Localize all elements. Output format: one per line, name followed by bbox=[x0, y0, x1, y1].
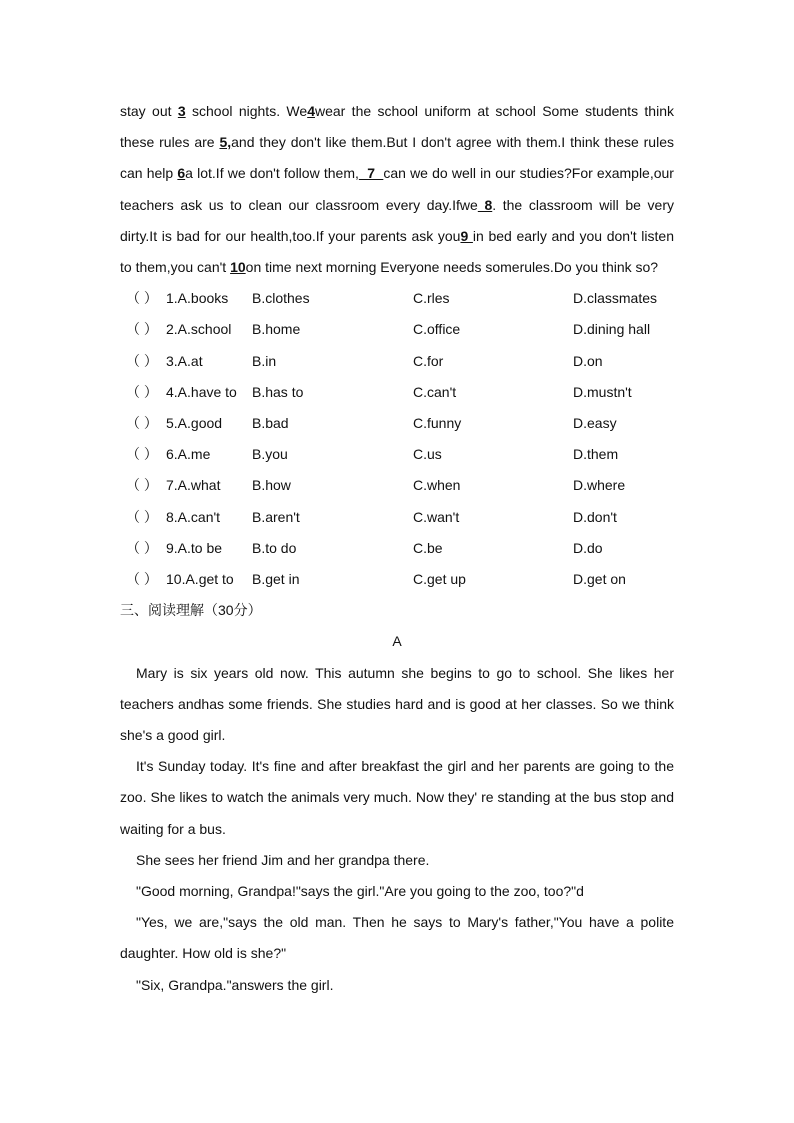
option-d: D.mustn't bbox=[573, 383, 632, 400]
reading-paragraph: Mary is six years old now. This autumn she begins to go to school. She likes her teachers andhas some friends. She studies hard and is good at her classes. So we think she's a good girl. bbox=[120, 664, 674, 743]
option-a: 4.A.have to bbox=[166, 383, 237, 400]
cloze-passage bbox=[120, 96, 674, 283]
option-b: B.home bbox=[252, 321, 301, 338]
question-row bbox=[120, 408, 674, 439]
option-d: D.them bbox=[573, 446, 619, 463]
option-a: 6.A.me bbox=[166, 446, 211, 463]
answer-paren: （ ） bbox=[126, 477, 158, 494]
blank-10: 10 bbox=[230, 259, 246, 276]
answer-paren: （ ） bbox=[126, 352, 158, 369]
blank-5: 5, bbox=[219, 134, 232, 151]
option-d: D.do bbox=[573, 539, 603, 556]
option-c: C.for bbox=[413, 352, 444, 369]
option-c: C.can't bbox=[413, 383, 457, 400]
option-a: 1.A.books bbox=[166, 290, 229, 307]
answer-paren: （ ） bbox=[126, 383, 158, 400]
blank-6: 6 bbox=[177, 165, 186, 182]
option-d: D.don't bbox=[573, 508, 617, 525]
option-a: 8.A.can't bbox=[166, 508, 221, 525]
question-row bbox=[120, 283, 674, 314]
section-title: 三、阅读理解（30分） bbox=[120, 602, 262, 619]
passage-text: in bed early and you don't listen to them,you can't bbox=[120, 227, 674, 276]
question-row bbox=[120, 470, 674, 501]
passage-text: on time next morning Everyone needs somerules.Do you think so? bbox=[245, 259, 659, 276]
option-d: D.classmates bbox=[573, 290, 658, 307]
blank-7: 7 bbox=[358, 165, 384, 182]
option-c: C.wan't bbox=[413, 508, 460, 525]
option-b: B.has to bbox=[252, 383, 304, 400]
answer-paren: （ ） bbox=[126, 414, 158, 431]
option-b: B.clothes bbox=[252, 290, 310, 307]
option-c: C.funny bbox=[413, 414, 462, 431]
reading-paragraph: "Six, Grandpa."answers the girl. bbox=[136, 976, 334, 993]
question-row bbox=[120, 564, 674, 595]
option-c: C.office bbox=[413, 321, 461, 338]
option-b: B.you bbox=[252, 446, 288, 463]
option-b: B.aren't bbox=[252, 508, 300, 525]
option-b: B.get in bbox=[252, 570, 300, 587]
reading-paragraph: She sees her friend Jim and her grandpa there. bbox=[136, 851, 430, 868]
option-c: C.be bbox=[413, 539, 443, 556]
option-b: B.in bbox=[252, 352, 277, 369]
option-a: 10.A.get to bbox=[166, 570, 234, 587]
blank-8: 8 bbox=[477, 196, 493, 213]
option-d: D.on bbox=[573, 352, 603, 369]
answer-paren: （ ） bbox=[126, 570, 158, 587]
answer-paren: （ ） bbox=[126, 446, 158, 463]
option-d: D.get on bbox=[573, 570, 626, 587]
question-row bbox=[120, 533, 674, 564]
passage-text: stay out bbox=[120, 103, 178, 119]
option-b: B.bad bbox=[252, 414, 289, 431]
question-row bbox=[120, 314, 674, 345]
option-c: C.get up bbox=[413, 570, 466, 587]
option-c: C.us bbox=[413, 446, 442, 463]
reading-paragraph: "Good morning, Grandpa!"says the girl."Are you going to the zoo, too?"d bbox=[136, 882, 584, 899]
worksheet-page bbox=[120, 96, 674, 1001]
option-d: D.where bbox=[573, 477, 626, 494]
option-d: D.dining hall bbox=[573, 321, 651, 338]
passage-text: school nights. We bbox=[185, 103, 308, 119]
answer-paren: （ ） bbox=[126, 290, 158, 307]
reading-paragraph: "Yes, we are,"says the old man. Then he says to Mary's father,"You have a polite daughter. How old is she?" bbox=[120, 914, 674, 962]
option-c: C.rles bbox=[413, 290, 450, 307]
blank-9: 9 bbox=[460, 227, 473, 244]
passage-text: a lot.If we don't follow them, bbox=[185, 165, 359, 182]
answer-paren: （ ） bbox=[126, 508, 158, 525]
answer-paren: （ ） bbox=[126, 321, 158, 338]
option-b: B.to do bbox=[252, 539, 297, 556]
question-row bbox=[120, 502, 674, 533]
option-a: 7.A.what bbox=[166, 477, 221, 494]
passage-text: . the classroom will be very dirty.It is bad for our health,too.If your parents ask you bbox=[120, 196, 674, 244]
question-row bbox=[120, 439, 674, 470]
option-a: 2.A.school bbox=[166, 321, 232, 338]
option-a: 9.A.to be bbox=[166, 539, 223, 556]
passage-label: A bbox=[392, 633, 402, 650]
passage-text: and they don't like them.But I don't agree with them.I think these rules can help bbox=[120, 134, 674, 182]
reading-paragraph: It's Sunday today. It's fine and after breakfast the girl and her parents are going to the zoo. She likes to watch the animals very much. Now they' re standing at the bus stop and waiting for a bus. bbox=[120, 758, 674, 837]
question-list bbox=[120, 283, 674, 595]
option-c: C.when bbox=[413, 477, 461, 494]
blank-3: 3 bbox=[177, 103, 186, 119]
question-row bbox=[120, 377, 674, 408]
blank-4: 4 bbox=[307, 103, 315, 119]
option-a: 3.A.at bbox=[166, 352, 203, 369]
option-a: 5.A.good bbox=[166, 414, 223, 431]
answer-paren: （ ） bbox=[126, 539, 158, 556]
option-d: D.easy bbox=[573, 414, 617, 431]
question-row bbox=[120, 346, 674, 377]
passage-text: wear the school uniform at school Some students think these rules are bbox=[120, 103, 674, 151]
option-b: B.how bbox=[252, 477, 291, 494]
passage-text: can we do well in our studies?For example,our teachers ask us to clean our classroom every day.Ifwe bbox=[120, 165, 674, 213]
